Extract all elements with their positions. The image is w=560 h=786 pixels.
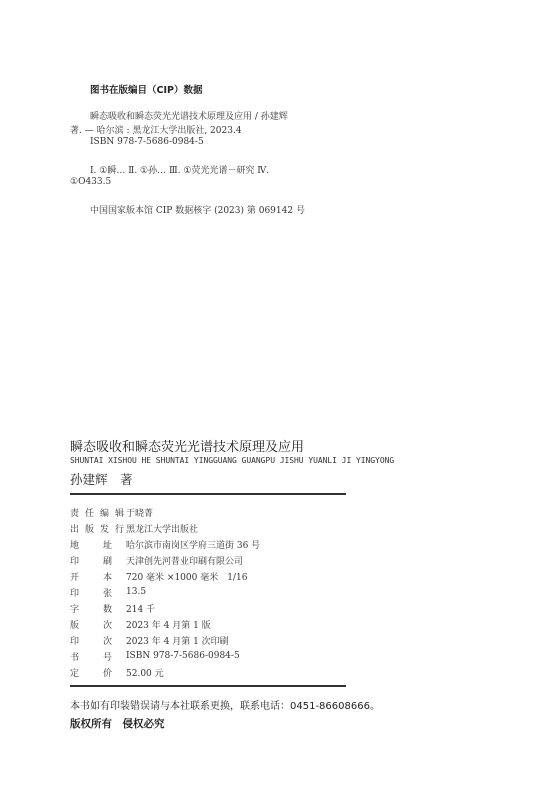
- info-label-char: 数: [102, 604, 112, 615]
- info-row-edition: [70, 616, 370, 632]
- info-label: [70, 618, 112, 631]
- book-author: 孙建辉 著: [70, 472, 133, 487]
- info-label: [70, 554, 112, 567]
- info-label: [70, 634, 112, 647]
- info-label-char: 次: [102, 620, 112, 631]
- info-label-char: 价: [102, 668, 112, 679]
- info-label-char: 字: [70, 604, 80, 615]
- info-value: 720 毫米 ×1000 毫米 1/16: [126, 572, 248, 583]
- info-value: 天津创先河普业印刷有限公司: [126, 556, 244, 567]
- publication-info-list: [70, 504, 370, 680]
- info-label: [70, 666, 112, 679]
- info-label-char: 次: [102, 636, 112, 647]
- cip-line-record-number: 中国国家版本馆 CIP 数据核字 (2023) 第 069142 号: [90, 206, 305, 216]
- info-value: 52.00 元: [126, 668, 164, 679]
- info-row-editor: [70, 504, 370, 520]
- info-value: 黑龙江大学出版社: [126, 524, 199, 535]
- info-label-char: 辑: [114, 508, 124, 519]
- info-row-price: [70, 664, 370, 680]
- info-label: [70, 650, 112, 663]
- book-title-pinyin: SHUNTAI XISHOU HE SHUNTAI YINGGUANG GUANGPU JISHU YUANLI JI YINGYONG: [70, 456, 395, 465]
- info-value: 哈尔滨市南岗区学府三道街 36 号: [126, 540, 261, 551]
- book-title: 瞬态吸收和瞬态荧光光谱技术原理及应用: [70, 440, 305, 455]
- info-label: [70, 522, 124, 535]
- info-label-char: 印: [70, 588, 80, 599]
- info-row-distributor: [70, 520, 370, 536]
- info-label-char: 址: [102, 540, 112, 551]
- info-label-char: 号: [102, 652, 112, 663]
- info-label-char: 刷: [102, 556, 112, 567]
- divider-top: [70, 493, 346, 495]
- info-row-word-count: [70, 600, 370, 616]
- info-row-printer: [70, 552, 370, 568]
- info-label-char: 开: [70, 572, 80, 583]
- info-label: [70, 602, 112, 615]
- cip-line-title: 瞬态吸收和瞬态荧光光谱技术原理及应用 / 孙建辉: [90, 112, 288, 122]
- rights-reserved: 版权所有 侵权必究: [70, 718, 165, 730]
- info-label-char: 出: [70, 524, 80, 535]
- info-row-address: [70, 536, 370, 552]
- info-label-char: 发: [99, 524, 109, 535]
- cip-heading: 图书在版编目（CIP）数据: [90, 85, 203, 96]
- info-row-format: [70, 568, 370, 584]
- info-label-char: 编: [99, 508, 109, 519]
- info-label-char: 地: [70, 540, 80, 551]
- info-value: 2023 年 4 月第 1 次印刷: [126, 636, 229, 647]
- info-value: 2023 年 4 月第 1 版: [126, 620, 211, 631]
- info-label-char: 版: [70, 620, 80, 631]
- cip-line-class-number: ①O433.5: [70, 177, 112, 187]
- misprint-notice: 本书如有印装错误请与本社联系更换，联系电话：0451-86608666。: [70, 701, 380, 712]
- cip-line-publisher: 著. — 哈尔滨 : 黑龙江大学出版社, 2023.4: [70, 126, 242, 136]
- info-row-book-number: [70, 648, 370, 664]
- info-label-char: 行: [114, 524, 124, 535]
- info-label: [70, 570, 112, 583]
- info-label: [70, 506, 124, 519]
- info-label-char: 责: [70, 508, 80, 519]
- info-label: [70, 538, 112, 551]
- info-label: [70, 586, 112, 599]
- info-row-printing: [70, 632, 370, 648]
- info-label-char: 印: [70, 556, 80, 567]
- cip-line-classification: Ⅰ. ①瞬… Ⅱ. ①孙… Ⅲ. ①荧光光谱－研究 Ⅳ.: [90, 166, 270, 176]
- info-label-char: 张: [102, 588, 112, 599]
- info-label-char: 版: [84, 524, 94, 535]
- info-row-sheets: [70, 584, 370, 600]
- info-value: 于晓菁: [126, 508, 154, 519]
- info-label-char: 印: [70, 636, 80, 647]
- divider-bottom: [70, 685, 346, 687]
- info-value: ISBN 978-7-5686-0984-5: [126, 651, 240, 661]
- info-value: 13.5: [126, 587, 147, 597]
- info-value: 214 千: [126, 604, 156, 615]
- info-label-char: 书: [70, 652, 80, 663]
- info-label-char: 本: [102, 572, 112, 583]
- cip-line-isbn: ISBN 978-7-5686-0984-5: [90, 137, 204, 147]
- info-label-char: 定: [70, 668, 80, 679]
- info-label-char: 任: [84, 508, 94, 519]
